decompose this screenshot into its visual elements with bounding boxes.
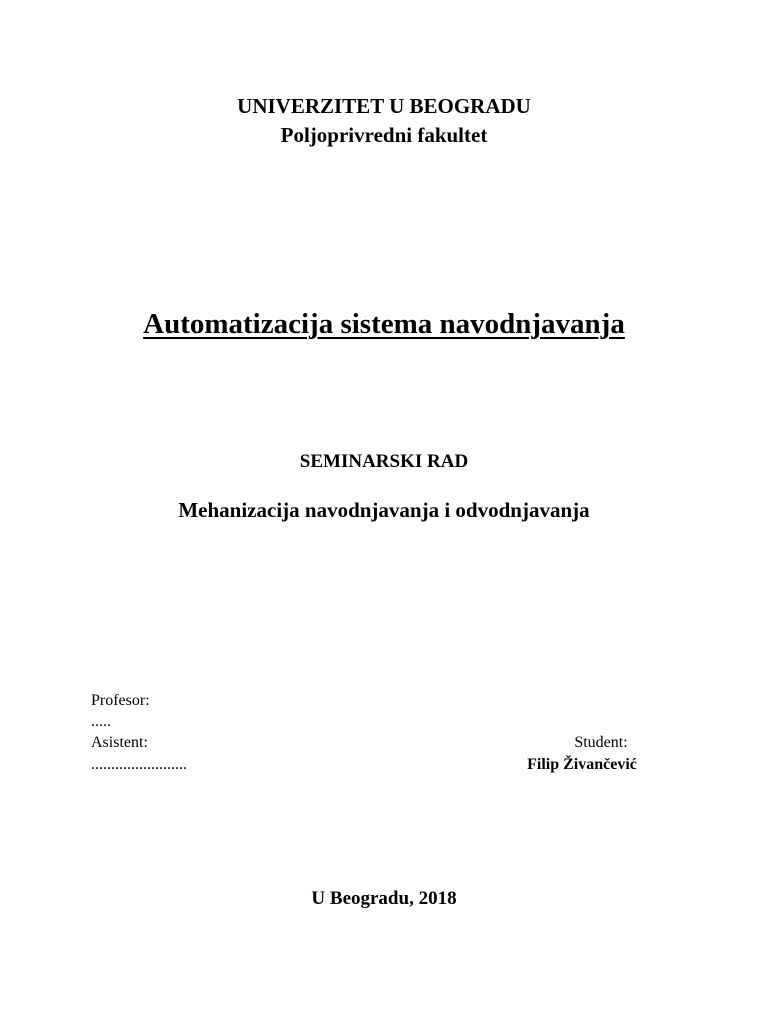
profesor-value: ..... [91, 713, 111, 730]
faculty-name: Poljoprivredni fakultet [280, 123, 488, 147]
document-type: SEMINARSKI RAD [299, 451, 469, 472]
document-title-text: Automatizacija sistema navodnjavanja [143, 308, 625, 340]
university-name: UNIVERZITET U BEOGRADU [237, 94, 531, 118]
student-label: Student: [574, 734, 628, 751]
document-title [0, 306, 768, 342]
asistent-value: ........................ [91, 756, 187, 773]
profesor-label: Profesor: [91, 692, 150, 709]
place-and-date: U Beogradu, 2018 [311, 888, 457, 909]
asistent-label: Asistent: [91, 734, 148, 751]
student-name: Filip Živančević [527, 756, 637, 773]
course-subject: Mehanizacija navodnjavanja i odvodnjavanja [178, 498, 590, 522]
